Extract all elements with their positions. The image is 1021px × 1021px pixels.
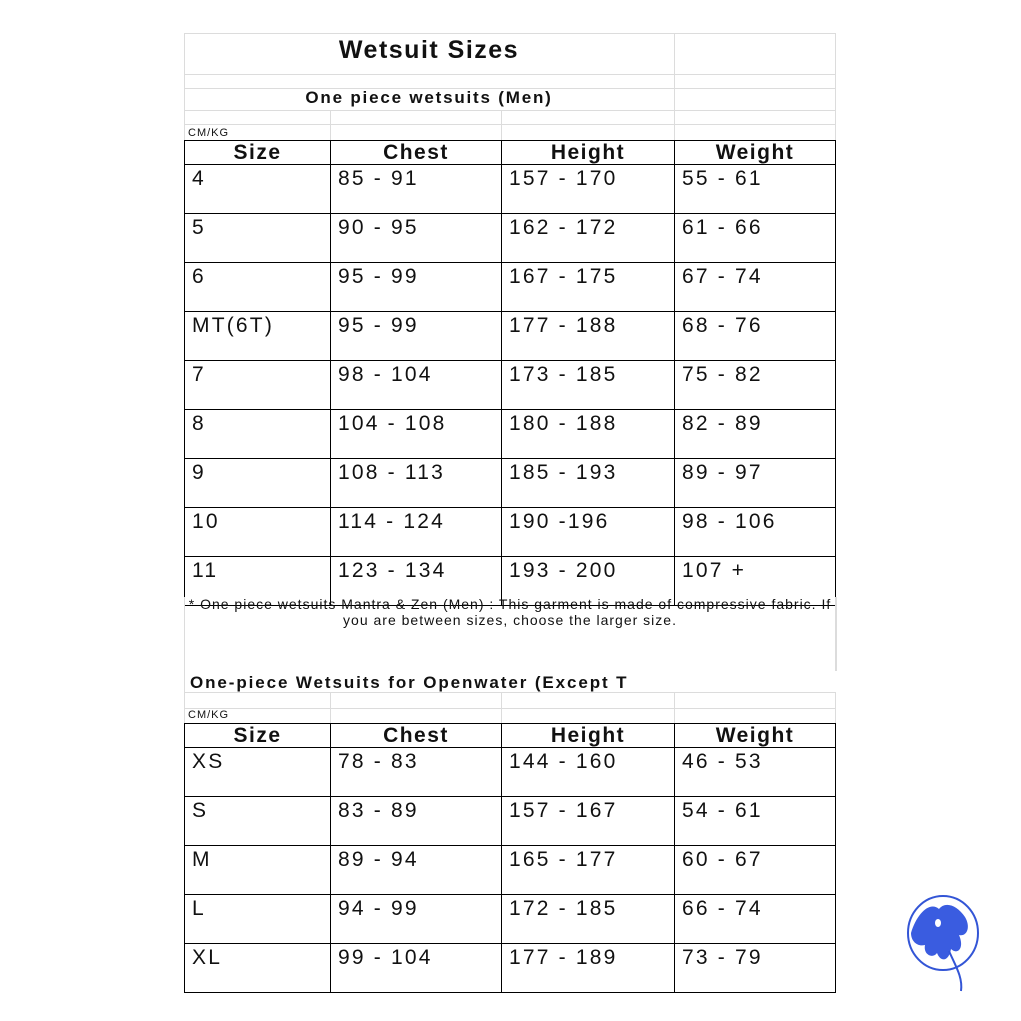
table-row <box>185 846 836 895</box>
cell-chest: 104 - 108 <box>331 410 502 459</box>
cell-size: S <box>185 797 331 846</box>
table-row <box>185 361 836 410</box>
table-row <box>185 508 836 557</box>
cell-weight: 89 - 97 <box>675 459 836 508</box>
cell-chest: 85 - 91 <box>331 165 502 214</box>
manta-ray-logo-icon <box>905 893 985 993</box>
cell-weight: 98 - 106 <box>675 508 836 557</box>
cell-height: 167 - 175 <box>502 263 675 312</box>
header-size: Size <box>185 141 331 165</box>
cell-height: 162 - 172 <box>502 214 675 263</box>
cell-height: 172 - 185 <box>502 895 675 944</box>
cell-size: 4 <box>185 165 331 214</box>
cell-size: 6 <box>185 263 331 312</box>
table-row <box>185 944 836 993</box>
cell-height: 165 - 177 <box>502 846 675 895</box>
page-title: Wetsuit Sizes <box>338 36 520 64</box>
header-weight: Weight <box>675 724 836 748</box>
cell-chest: 108 - 113 <box>331 459 502 508</box>
section2-unit-label: CM/KG <box>188 709 230 721</box>
cell-chest: 95 - 99 <box>331 312 502 361</box>
openwater-table-body <box>185 748 836 993</box>
header-chest: Chest <box>331 724 502 748</box>
table-row <box>185 797 836 846</box>
header-weight: Weight <box>675 141 836 165</box>
cell-chest: 98 - 104 <box>331 361 502 410</box>
cell-chest: 114 - 124 <box>331 508 502 557</box>
cell-weight: 60 - 67 <box>675 846 836 895</box>
section2-subtitle: One-piece Wetsuits for Openwater (Except T <box>190 673 629 692</box>
cell-weight: 82 - 89 <box>675 410 836 459</box>
cell-size: 11 <box>185 557 331 606</box>
header-size: Size <box>185 724 331 748</box>
cell-size: L <box>185 895 331 944</box>
cell-weight: 68 - 76 <box>675 312 836 361</box>
header-height: Height <box>502 141 675 165</box>
cell-height: 157 - 170 <box>502 165 675 214</box>
cell-chest: 95 - 99 <box>331 263 502 312</box>
cell-height: 180 - 188 <box>502 410 675 459</box>
section1-unit-label: CM/KG <box>188 127 230 139</box>
table-row <box>185 895 836 944</box>
cell-weight: 67 - 74 <box>675 263 836 312</box>
cell-height: 190 -196 <box>502 508 675 557</box>
cell-size: 8 <box>185 410 331 459</box>
cell-height: 193 - 200 <box>502 557 675 606</box>
cell-height: 177 - 188 <box>502 312 675 361</box>
cell-height: 177 - 189 <box>502 944 675 993</box>
section1-subtitle: One piece wetsuits (Men) <box>305 88 553 107</box>
cell-chest: 94 - 99 <box>331 895 502 944</box>
cell-size: M <box>185 846 331 895</box>
cell-size: MT(6T) <box>185 312 331 361</box>
cell-weight: 75 - 82 <box>675 361 836 410</box>
cell-weight: 46 - 53 <box>675 748 836 797</box>
cell-chest: 83 - 89 <box>331 797 502 846</box>
table-row <box>185 214 836 263</box>
cell-height: 173 - 185 <box>502 361 675 410</box>
cell-weight: 66 - 74 <box>675 895 836 944</box>
cell-size: XL <box>185 944 331 993</box>
cell-size: 10 <box>185 508 331 557</box>
cell-chest: 90 - 95 <box>331 214 502 263</box>
table-header-row <box>185 724 836 748</box>
table-row <box>185 312 836 361</box>
header-height: Height <box>502 724 675 748</box>
cell-chest: 99 - 104 <box>331 944 502 993</box>
men-table-body <box>185 165 836 606</box>
table-header-row <box>185 141 836 165</box>
cell-weight: 107 + <box>675 557 836 606</box>
table-row <box>185 748 836 797</box>
openwater-size-table <box>184 723 836 993</box>
cell-chest: 89 - 94 <box>331 846 502 895</box>
header-chest: Chest <box>331 141 502 165</box>
cell-height: 157 - 167 <box>502 797 675 846</box>
cell-size: 9 <box>185 459 331 508</box>
table-row <box>185 410 836 459</box>
cell-weight: 54 - 61 <box>675 797 836 846</box>
cell-height: 185 - 193 <box>502 459 675 508</box>
men-size-table <box>184 140 836 606</box>
cell-size: XS <box>185 748 331 797</box>
cell-height: 144 - 160 <box>502 748 675 797</box>
cell-size: 5 <box>185 214 331 263</box>
cell-chest: 123 - 134 <box>331 557 502 606</box>
cell-weight: 73 - 79 <box>675 944 836 993</box>
cell-size: 7 <box>185 361 331 410</box>
cell-weight: 55 - 61 <box>675 165 836 214</box>
table-row <box>185 165 836 214</box>
cell-chest: 78 - 83 <box>331 748 502 797</box>
compression-note: * One piece wetsuits Mantra & Zen (Men) : This garment is made of compressive fabric. If you are between sizes, choose the larger size. <box>184 597 837 671</box>
table-row <box>185 459 836 508</box>
table-row <box>185 263 836 312</box>
cell-weight: 61 - 66 <box>675 214 836 263</box>
